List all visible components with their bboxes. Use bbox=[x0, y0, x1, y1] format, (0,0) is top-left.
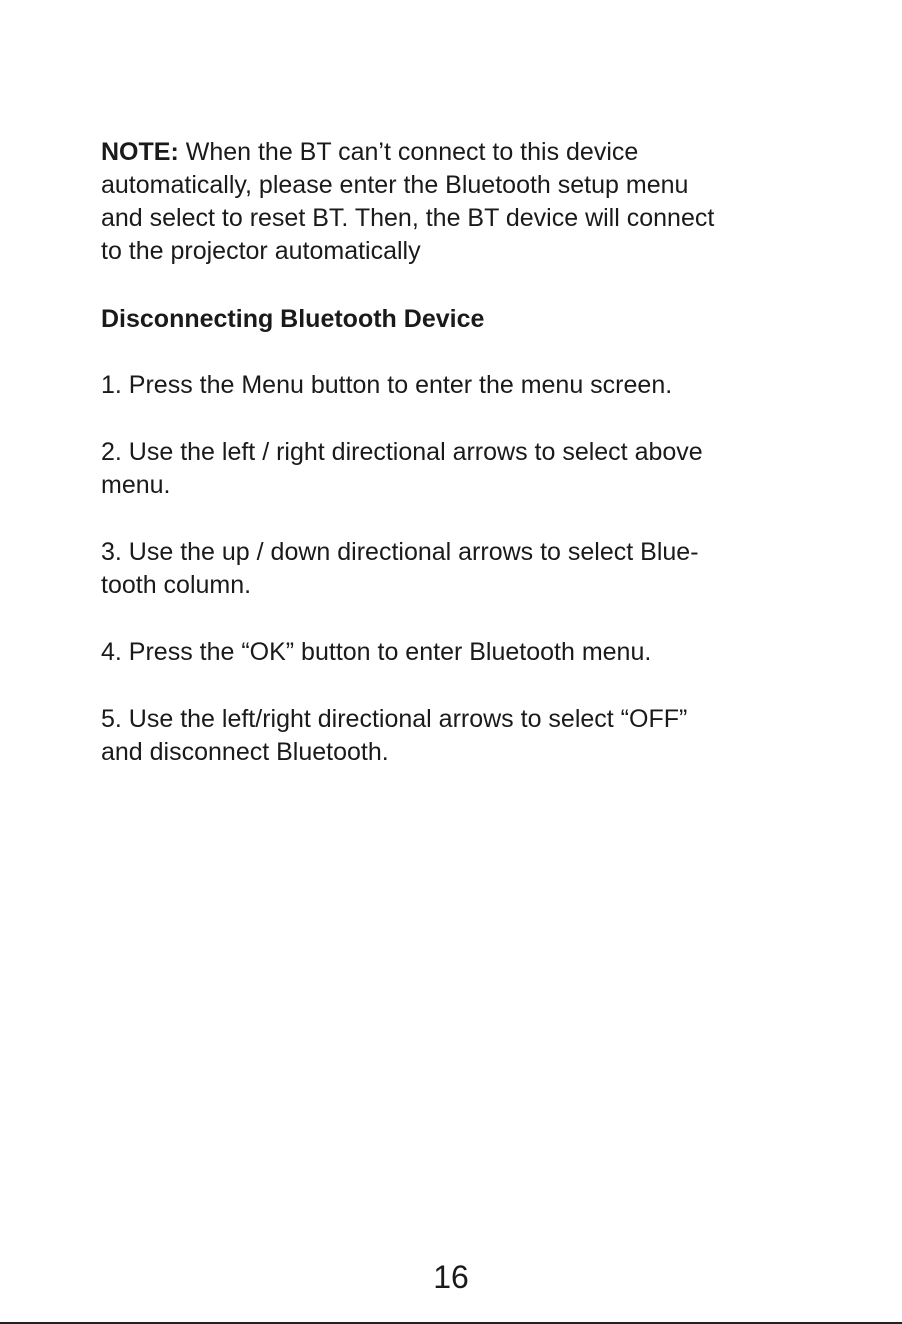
steps-list bbox=[101, 369, 821, 769]
step-line: and disconnect Bluetooth. bbox=[101, 738, 389, 766]
note-line: When the BT can’t connect to this device bbox=[185, 138, 639, 166]
step-item bbox=[101, 536, 821, 602]
note-label: NOTE: bbox=[101, 138, 179, 166]
note-line: to the projector automatically bbox=[101, 237, 421, 265]
step-item bbox=[101, 636, 821, 669]
step-line: tooth column. bbox=[101, 571, 252, 599]
step-line: 2. Use the left / right directional arrows to select above bbox=[101, 438, 703, 466]
step-item bbox=[101, 436, 821, 502]
note-line: and select to reset BT. Then, the BT device will connect bbox=[101, 204, 715, 232]
step-line: 1. Press the Menu button to enter the menu screen. bbox=[101, 371, 673, 399]
step-line: menu. bbox=[101, 471, 171, 499]
step-line: 4. Press the “OK” button to enter Bluetooth menu. bbox=[101, 638, 652, 666]
page-content bbox=[101, 136, 821, 769]
section-heading: Disconnecting Bluetooth Device bbox=[101, 305, 485, 333]
step-item bbox=[101, 369, 821, 402]
step-line: 3. Use the up / down directional arrows to select Blue- bbox=[101, 538, 699, 566]
step-line: 5. Use the left/right directional arrows to select “OFF” bbox=[101, 705, 688, 733]
note-line: automatically, please enter the Bluetooth setup menu bbox=[101, 171, 689, 199]
page-number: 16 bbox=[433, 1259, 469, 1295]
note-paragraph bbox=[101, 136, 821, 268]
step-item bbox=[101, 703, 821, 769]
